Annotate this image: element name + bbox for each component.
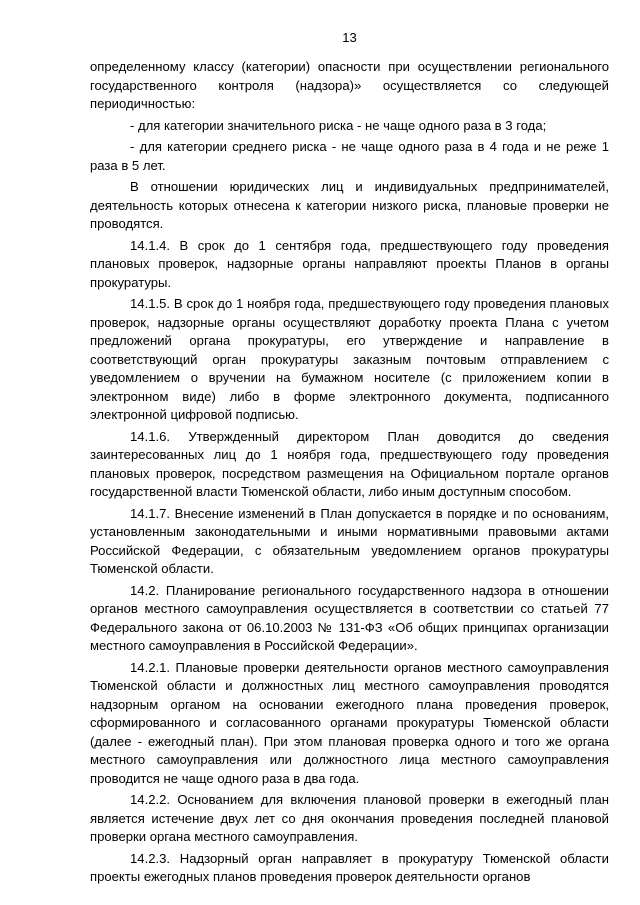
document-body <box>90 58 609 890</box>
paragraph-14-2-1: 14.2.1. Плановые проверки деятельности органов местного самоуправления Тюменской области и должностных лиц местного самоуправления проводятся надзорным органом на основании ежегодного плана проведения проверок, сформированного и согласованного органами прокуратуры Тюменской области (далее - ежегодный план). При этом плановая проверка одного и того же органа местного самоуправления или должностного лица местного самоуправления проводится не чаще одного раза в два года. <box>90 659 609 786</box>
paragraph-14-2-3: 14.2.3. Надзорный орган направляет в прокуратуру Тюменской области проекты ежегодных планов проведения проверок деятельности органов <box>90 850 609 884</box>
paragraph-14-1-7: 14.1.7. Внесение изменений в План допускается в порядке и по основаниям, установленным законодательными и иными нормативными правовыми актами Российской Федерации, с обязательным уведомлением органов прокуратуры Тюменской области. <box>90 505 609 576</box>
paragraph-14-1-4: 14.1.4. В срок до 1 сентября года, предшествующего году проведения плановых проверок, надзорные органы направляют проекты Планов в органы прокуратуры. <box>90 237 609 290</box>
paragraph-list-item: - для категории значительного риска - не чаще одного раза в 3 года; <box>130 117 547 133</box>
paragraph-14-1-6: 14.1.6. Утвержденный директором План доводится до сведения заинтересованных лиц до 1 ноября года, предшествующего году проведения плановых проверок, посредством размещения на Официальном портале органов государственной власти Тюменской области, либо иным доступным способом. <box>90 428 609 499</box>
page-number: 13 <box>342 30 357 45</box>
paragraph-14-2-2: 14.2.2. Основанием для включения плановой проверки в ежегодный план является истечение двух лет со дня окончания проведения последней плановой проверки органа местного самоуправления. <box>90 792 609 844</box>
paragraph-continuation: определенному классу (категории) опасности при осуществлении регионального государственного контроля (надзора)» осуществляется со следующей периодичностью: <box>90 59 609 111</box>
paragraph: В отношении юридических лиц и индивидуальных предпринимателей, деятельность которых отнесена к категории низкого риска, плановые проверки не проводятся. <box>90 179 609 231</box>
paragraph-14-1-5: 14.1.5. В срок до 1 ноября года, предшествующего году проведения плановых проверок, надзорные органы осуществляют доработку проекта Плана с учетом предложений органа прокуратуры, его утверждение и направление в соответствующий орган прокуратуры заказным почтовым отправлением с уведомлением о вручении на бумажном носителе (с приложением копии в электронном виде) либо в форме электронного документа, подписанного электронной цифровой подписью. <box>90 296 609 422</box>
paragraph-14-2: 14.2. Планирование регионального государственного надзора в отношении органов местного самоуправления осуществляется в соответствии со статьей 77 Федерального закона от 06.10.2003 № 131-ФЗ «Об общих принципах организации местного самоуправления в Российской Федерации». <box>90 582 609 653</box>
paragraph-list-item: - для категории среднего риска - не чаще одного раза в 4 года и не реже 1 раза в 5 лет. <box>90 139 609 173</box>
